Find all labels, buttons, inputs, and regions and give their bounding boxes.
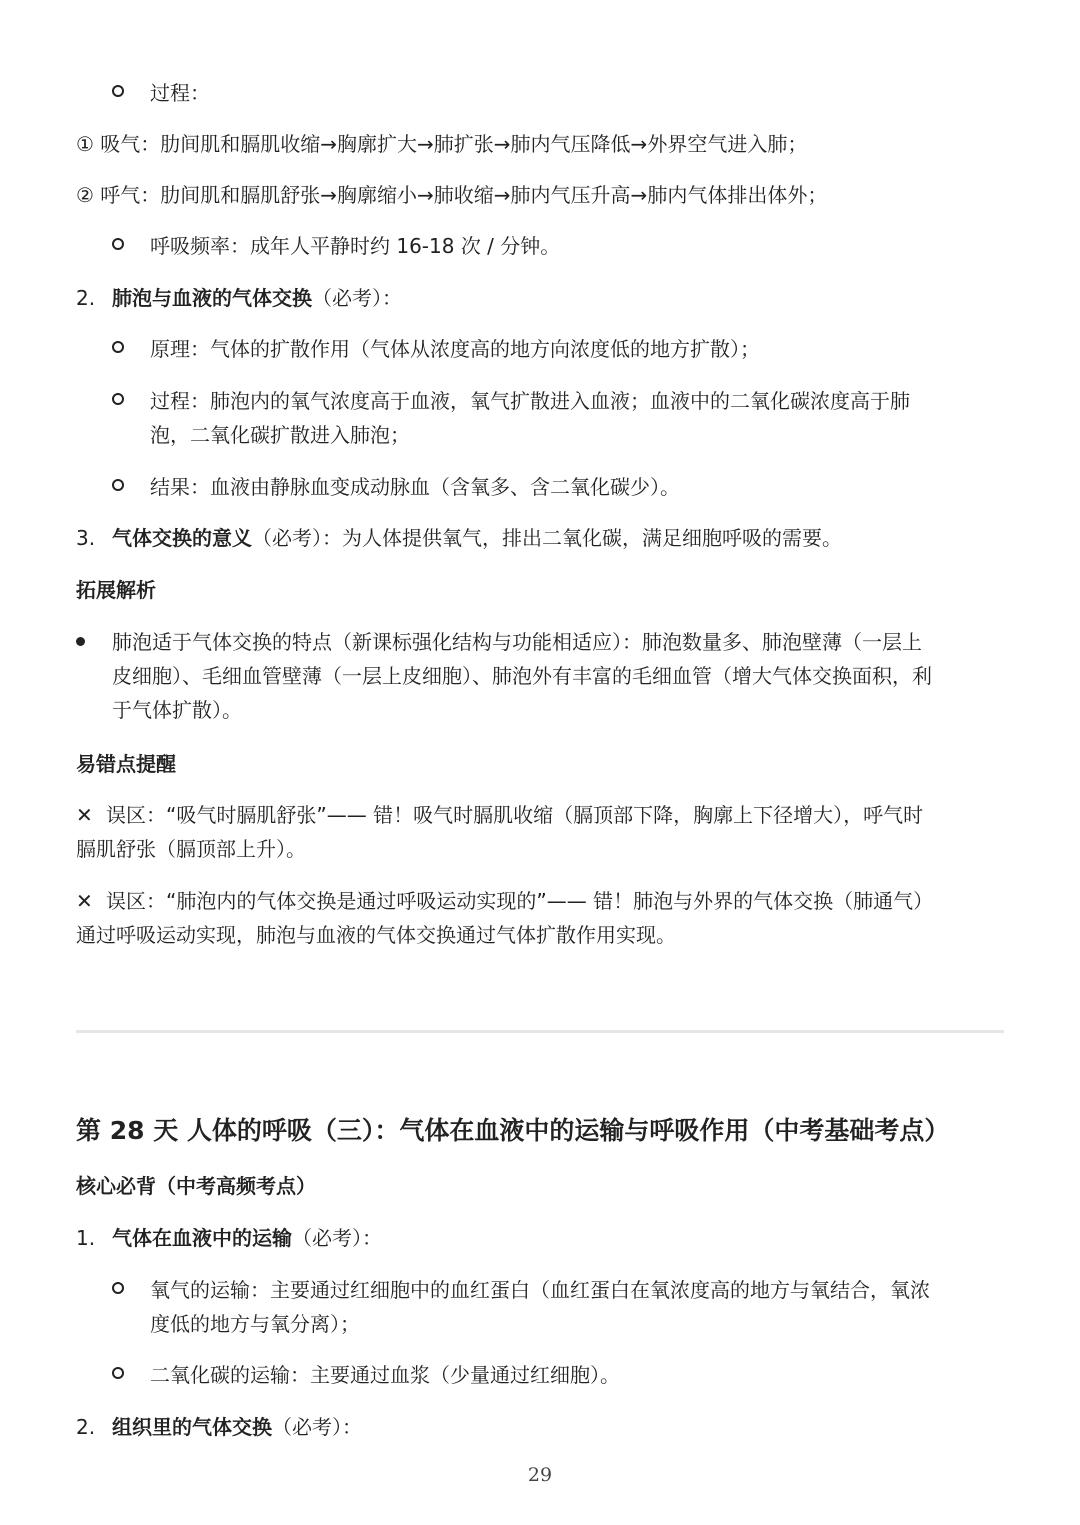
circle-bullet-icon	[112, 85, 124, 97]
section-3	[76, 521, 1006, 555]
item-1-tag: （必考）：	[292, 1226, 382, 1250]
section-2-heading	[76, 281, 1006, 315]
circle-bullet-icon	[112, 1367, 124, 1379]
circle-bullet-icon	[112, 238, 124, 250]
process-item	[112, 76, 1006, 110]
extension-line-3: 于气体扩散）。	[112, 698, 242, 722]
circle-bullet-icon	[112, 479, 124, 491]
section-divider	[76, 1030, 1004, 1033]
dot-bullet-icon	[76, 637, 85, 646]
process-2-item	[112, 384, 1006, 452]
result-item	[112, 470, 1006, 504]
extension-line-2: 皮细胞）、毛细血管壁薄（一层上皮细胞）、肺泡外有丰富的毛细血管（增大气体交换面积，利	[112, 664, 932, 688]
extension-line-1: 肺泡适于气体交换的特点（新课标强化结构与功能相适应）：肺泡数量多、肺泡壁薄（一层上	[112, 630, 922, 654]
cross-icon: ✕	[76, 889, 93, 913]
circle-bullet-icon	[112, 341, 124, 353]
core-heading: 核心必背（中考高频考点）	[76, 1174, 316, 1198]
item-1-heading	[76, 1221, 1006, 1255]
mistake-2-line-2: 通过呼吸运动实现，肺泡与血液的气体交换通过气体扩散作用实现。	[76, 923, 676, 947]
exhale-line: ② 呼气：肋间肌和膈肌舒张→胸廓缩小→肺收缩→肺内气压升高→肺内气体排出体外；	[76, 183, 828, 207]
process-label: 过程：	[150, 81, 210, 105]
mistake-1	[76, 798, 1006, 866]
mistake-2	[76, 884, 1006, 952]
section-2-number: 2.	[76, 286, 96, 310]
section-2-tag: （必考）：	[312, 286, 402, 310]
item-2-tag: （必考）：	[272, 1415, 362, 1439]
result-text: 结果：血液由静脉血变成动脉血（含氧多、含二氧化碳少）。	[150, 475, 680, 499]
principle-item	[112, 332, 1006, 366]
cross-icon: ✕	[76, 803, 93, 827]
rate-text: 呼吸频率：成年人平静时约 16-18 次 / 分钟。	[150, 234, 561, 258]
mistake-1-line-1: 误区：“吸气时膈肌舒张”—— 错！吸气时膈肌收缩（膈顶部下降，胸廓上下径增大），呼气时	[106, 803, 924, 827]
process-2-line-2: 泡，二氧化碳扩散进入肺泡；	[150, 423, 410, 447]
item-1-number: 1.	[76, 1226, 96, 1250]
circle-bullet-icon	[112, 1282, 124, 1294]
mistake-2-line-1: 误区：“肺泡内的气体交换是通过呼吸运动实现的”—— 错！肺泡与外界的气体交换（肺通气）	[106, 889, 934, 913]
co2-transport-item	[112, 1358, 1006, 1392]
section-3-title: 气体交换的意义	[112, 526, 252, 550]
extension-heading: 拓展解析	[76, 578, 156, 602]
section-3-number: 3.	[76, 526, 96, 550]
oxygen-transport-item	[112, 1273, 1006, 1341]
item-1-title: 气体在血液中的运输	[112, 1226, 292, 1250]
circle-bullet-icon	[112, 393, 124, 405]
co2-text: 二氧化碳的运输：主要通过血浆（少量通过红细胞）。	[150, 1363, 620, 1387]
rate-item	[112, 229, 1006, 263]
item-2-title: 组织里的气体交换	[112, 1415, 272, 1439]
mistakes-heading: 易错点提醒	[76, 752, 176, 776]
page-number: 29	[527, 1464, 553, 1486]
section-3-text: （必考）：为人体提供氧气，排出二氧化碳，满足细胞呼吸的需要。	[252, 526, 842, 550]
oxygen-line-2: 度低的地方与氧分离）；	[150, 1312, 360, 1336]
mistake-1-line-2: 膈肌舒张（膈顶部上升）。	[76, 837, 306, 861]
item-2-number: 2.	[76, 1415, 96, 1439]
extension-item	[76, 625, 1006, 727]
principle-text: 原理：气体的扩散作用（气体从浓度高的地方向浓度低的地方扩散）；	[150, 337, 760, 361]
oxygen-line-1: 氧气的运输：主要通过红细胞中的血红蛋白（血红蛋白在氧浓度高的地方与氧结合，氧浓	[150, 1278, 930, 1302]
item-2-heading	[76, 1410, 1006, 1444]
inhale-line: ① 吸气：肋间肌和膈肌收缩→胸廓扩大→肺扩张→肺内气压降低→外界空气进入肺；	[76, 132, 808, 156]
day-28-title: 第 28 天 人体的呼吸（三）：气体在血液中的运输与呼吸作用（中考基础考点）	[76, 1116, 950, 1145]
process-2-line-1: 过程：肺泡内的氧气浓度高于血液，氧气扩散进入血液；血液中的二氧化碳浓度高于肺	[150, 389, 910, 413]
section-2-title: 肺泡与血液的气体交换	[112, 286, 312, 310]
